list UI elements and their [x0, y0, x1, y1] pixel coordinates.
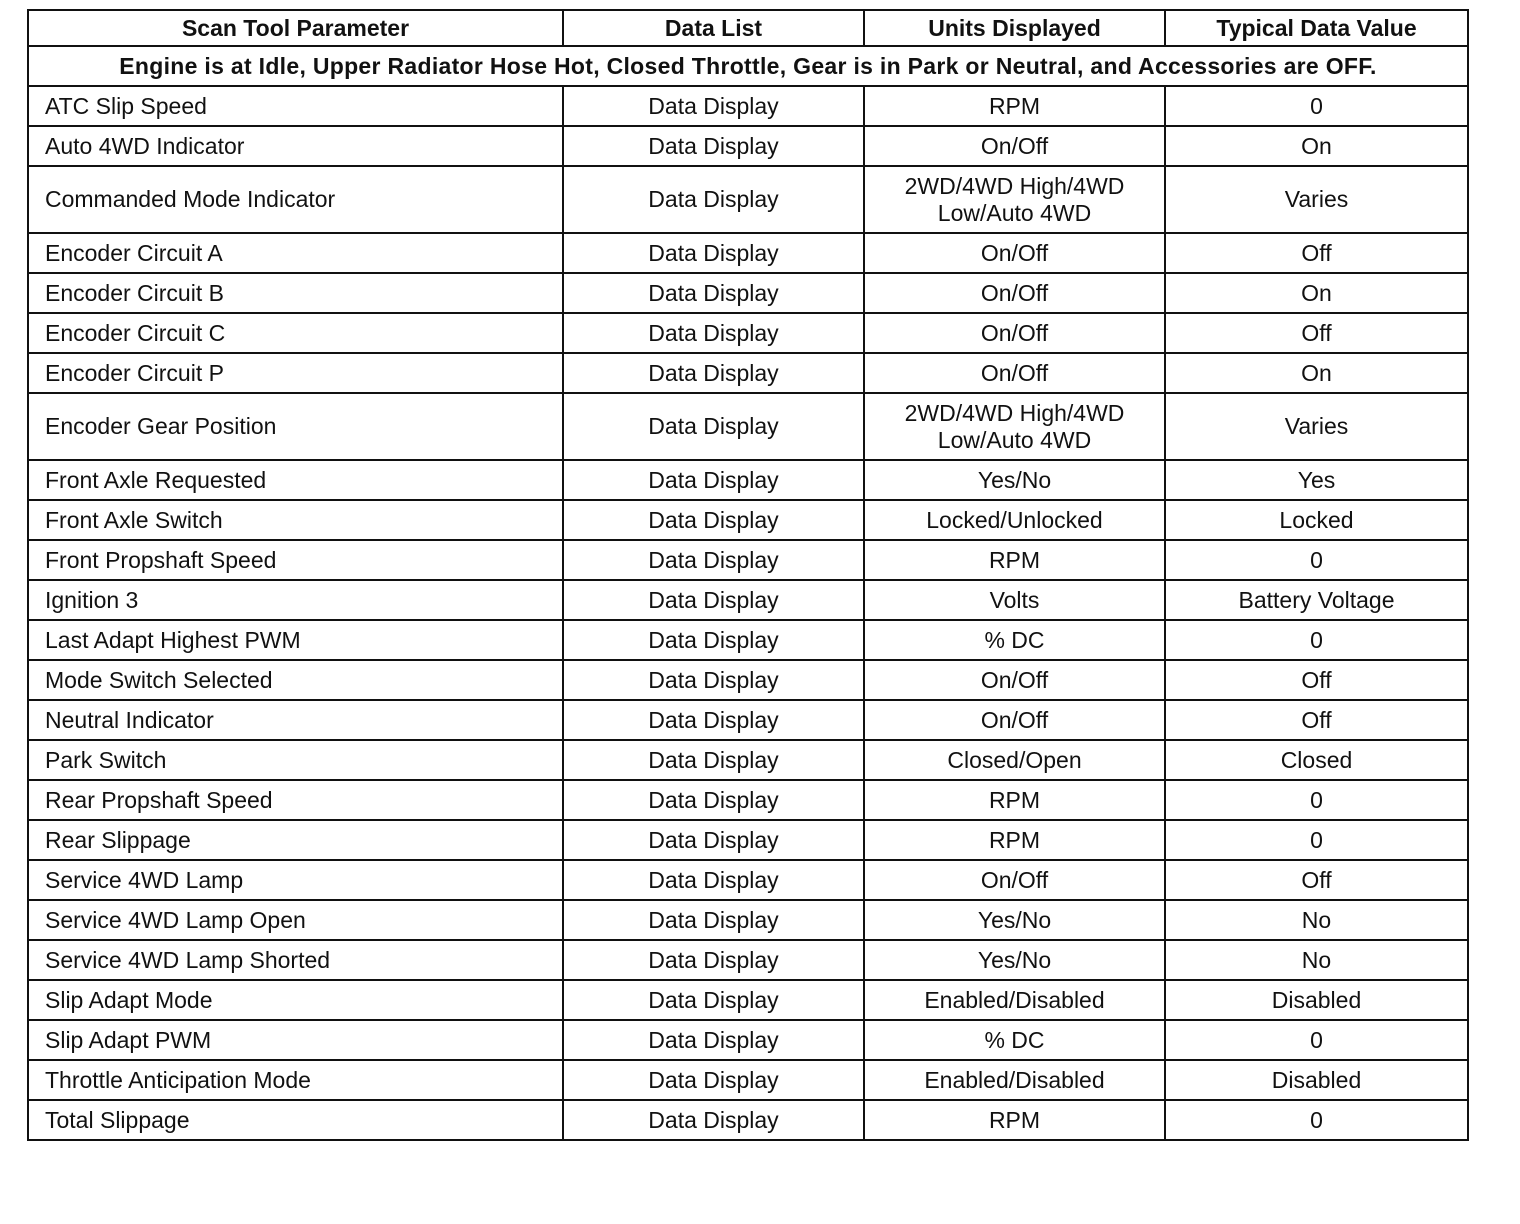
parameter-cell: Rear Propshaft Speed — [28, 780, 563, 820]
data-list-cell: Data Display — [563, 1100, 864, 1140]
parameter-cell: Service 4WD Lamp Open — [28, 900, 563, 940]
data-list-cell: Data Display — [563, 660, 864, 700]
units-cell: On/Off — [864, 353, 1165, 393]
data-list-cell: Data Display — [563, 700, 864, 740]
parameter-cell: Throttle Anticipation Mode — [28, 1060, 563, 1100]
parameter-cell: Front Propshaft Speed — [28, 540, 563, 580]
units-cell: Yes/No — [864, 940, 1165, 980]
parameter-cell: Ignition 3 — [28, 580, 563, 620]
typical-value-cell: Varies — [1165, 393, 1468, 460]
table-row — [28, 900, 1468, 940]
data-list-cell: Data Display — [563, 900, 864, 940]
typical-value-cell: No — [1165, 940, 1468, 980]
data-list-cell: Data Display — [563, 780, 864, 820]
parameter-cell: Rear Slippage — [28, 820, 563, 860]
units-cell: Enabled/Disabled — [864, 1060, 1165, 1100]
table-row — [28, 700, 1468, 740]
table-row — [28, 500, 1468, 540]
table-row — [28, 740, 1468, 780]
data-list-cell: Data Display — [563, 860, 864, 900]
units-cell: RPM — [864, 540, 1165, 580]
units-cell: % DC — [864, 620, 1165, 660]
typical-value-cell: 0 — [1165, 780, 1468, 820]
table-row — [28, 313, 1468, 353]
units-cell: On/Off — [864, 660, 1165, 700]
typical-value-cell: Closed — [1165, 740, 1468, 780]
parameter-cell: Encoder Gear Position — [28, 393, 563, 460]
table-row — [28, 353, 1468, 393]
table-row — [28, 780, 1468, 820]
table-row — [28, 1020, 1468, 1060]
table-row — [28, 166, 1468, 233]
table-row — [28, 660, 1468, 700]
typical-value-cell: 0 — [1165, 1020, 1468, 1060]
data-list-cell: Data Display — [563, 980, 864, 1020]
data-list-cell: Data Display — [563, 580, 864, 620]
parameter-cell: Encoder Circuit A — [28, 233, 563, 273]
scan-tool-data-table-container — [27, 9, 1467, 1141]
table-row — [28, 820, 1468, 860]
table-row — [28, 580, 1468, 620]
parameter-cell: ATC Slip Speed — [28, 86, 563, 126]
data-list-cell: Data Display — [563, 353, 864, 393]
table-row — [28, 1060, 1468, 1100]
units-cell: Closed/Open — [864, 740, 1165, 780]
units-cell: On/Off — [864, 273, 1165, 313]
typical-value-cell: 0 — [1165, 820, 1468, 860]
parameter-cell: Slip Adapt Mode — [28, 980, 563, 1020]
table-row — [28, 540, 1468, 580]
parameter-cell: Slip Adapt PWM — [28, 1020, 563, 1060]
typical-value-cell: Varies — [1165, 166, 1468, 233]
header-scan-tool-parameter: Scan Tool Parameter — [28, 10, 563, 46]
units-cell: RPM — [864, 1100, 1165, 1140]
table-header — [28, 10, 1468, 46]
parameter-cell: Auto 4WD Indicator — [28, 126, 563, 166]
typical-value-cell: 0 — [1165, 540, 1468, 580]
parameter-cell: Service 4WD Lamp — [28, 860, 563, 900]
table-row — [28, 233, 1468, 273]
typical-value-cell: Off — [1165, 700, 1468, 740]
data-list-cell: Data Display — [563, 820, 864, 860]
data-list-cell: Data Display — [563, 126, 864, 166]
typical-value-cell: Off — [1165, 660, 1468, 700]
units-cell: On/Off — [864, 700, 1165, 740]
table-row — [28, 980, 1468, 1020]
data-list-cell: Data Display — [563, 233, 864, 273]
data-list-cell: Data Display — [563, 1020, 864, 1060]
units-cell: On/Off — [864, 313, 1165, 353]
table-row — [28, 620, 1468, 660]
parameter-cell: Park Switch — [28, 740, 563, 780]
typical-value-cell: Disabled — [1165, 1060, 1468, 1100]
table-row — [28, 1100, 1468, 1140]
units-cell: RPM — [864, 86, 1165, 126]
typical-value-cell: Off — [1165, 233, 1468, 273]
units-cell: On/Off — [864, 126, 1165, 166]
table-row — [28, 273, 1468, 313]
parameter-cell: Neutral Indicator — [28, 700, 563, 740]
parameter-cell: Commanded Mode Indicator — [28, 166, 563, 233]
units-cell: On/Off — [864, 860, 1165, 900]
data-list-cell: Data Display — [563, 460, 864, 500]
parameter-cell: Encoder Circuit P — [28, 353, 563, 393]
data-list-cell: Data Display — [563, 740, 864, 780]
typical-value-cell: Battery Voltage — [1165, 580, 1468, 620]
data-list-cell: Data Display — [563, 313, 864, 353]
units-cell: RPM — [864, 780, 1165, 820]
header-units-displayed: Units Displayed — [864, 10, 1165, 46]
units-cell: % DC — [864, 1020, 1165, 1060]
parameter-cell: Encoder Circuit B — [28, 273, 563, 313]
units-cell: Yes/No — [864, 900, 1165, 940]
parameter-cell: Last Adapt Highest PWM — [28, 620, 563, 660]
table-row — [28, 940, 1468, 980]
typical-value-cell: Locked — [1165, 500, 1468, 540]
units-cell: Yes/No — [864, 460, 1165, 500]
parameter-cell: Front Axle Switch — [28, 500, 563, 540]
scan-tool-data-table — [27, 9, 1469, 1141]
units-cell: Enabled/Disabled — [864, 980, 1165, 1020]
header-data-list: Data List — [563, 10, 864, 46]
parameter-cell: Mode Switch Selected — [28, 660, 563, 700]
typical-value-cell: Off — [1165, 860, 1468, 900]
typical-value-cell: Off — [1165, 313, 1468, 353]
parameter-cell: Front Axle Requested — [28, 460, 563, 500]
table-row — [28, 86, 1468, 126]
units-cell: 2WD/4WD High/4WD Low/Auto 4WD — [864, 166, 1165, 233]
data-list-cell: Data Display — [563, 166, 864, 233]
typical-value-cell: 0 — [1165, 1100, 1468, 1140]
table-body — [28, 46, 1468, 1140]
typical-value-cell: On — [1165, 273, 1468, 313]
parameter-cell: Total Slippage — [28, 1100, 563, 1140]
typical-value-cell: No — [1165, 900, 1468, 940]
parameter-cell: Encoder Circuit C — [28, 313, 563, 353]
data-list-cell: Data Display — [563, 540, 864, 580]
table-row — [28, 126, 1468, 166]
data-list-cell: Data Display — [563, 620, 864, 660]
table-row — [28, 460, 1468, 500]
typical-value-cell: 0 — [1165, 86, 1468, 126]
data-list-cell: Data Display — [563, 86, 864, 126]
typical-value-cell: 0 — [1165, 620, 1468, 660]
typical-value-cell: Disabled — [1165, 980, 1468, 1020]
data-list-cell: Data Display — [563, 393, 864, 460]
header-typical-data-value: Typical Data Value — [1165, 10, 1468, 46]
units-cell: 2WD/4WD High/4WD Low/Auto 4WD — [864, 393, 1165, 460]
test-condition-note: Engine is at Idle, Upper Radiator Hose Hot, Closed Throttle, Gear is in Park or Neutral, and Accessories are OFF. — [28, 46, 1468, 86]
units-cell: RPM — [864, 820, 1165, 860]
typical-value-cell: On — [1165, 353, 1468, 393]
data-list-cell: Data Display — [563, 500, 864, 540]
units-cell: Volts — [864, 580, 1165, 620]
data-list-cell: Data Display — [563, 940, 864, 980]
data-list-cell: Data Display — [563, 273, 864, 313]
header-row — [28, 10, 1468, 46]
typical-value-cell: Yes — [1165, 460, 1468, 500]
units-cell: Locked/Unlocked — [864, 500, 1165, 540]
typical-value-cell: On — [1165, 126, 1468, 166]
units-cell: On/Off — [864, 233, 1165, 273]
parameter-cell: Service 4WD Lamp Shorted — [28, 940, 563, 980]
table-row — [28, 393, 1468, 460]
condition-row — [28, 46, 1468, 86]
table-row — [28, 860, 1468, 900]
data-list-cell: Data Display — [563, 1060, 864, 1100]
